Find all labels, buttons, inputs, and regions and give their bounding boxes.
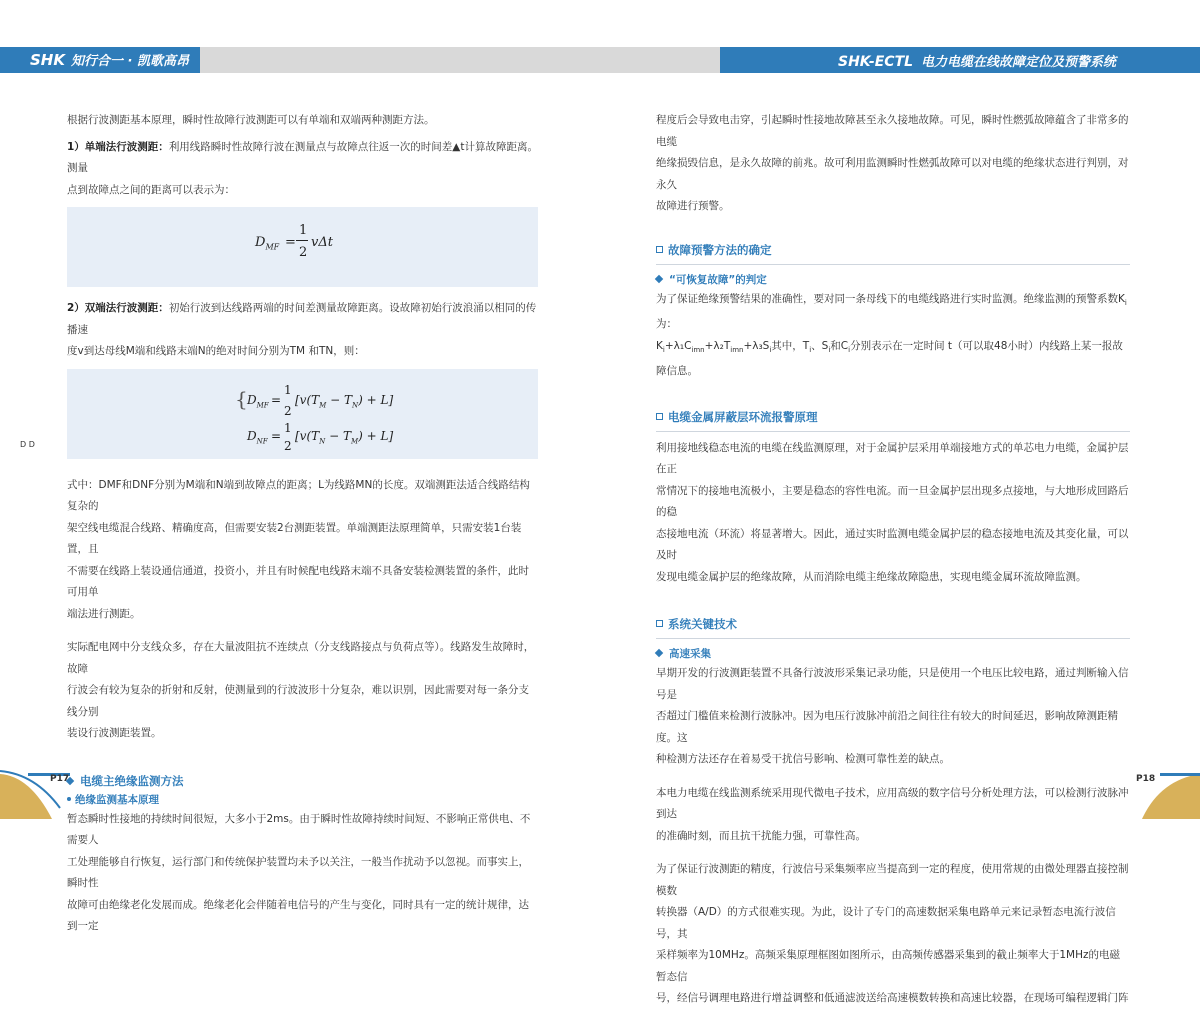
formula2-row1-den: 2 <box>284 403 292 418</box>
right-page-column <box>656 110 1130 1010</box>
left-page-column <box>67 110 538 938</box>
sheath-line-1: 利用接地线稳态电流的电缆在线监测原理，对于金属护层采用单端接地方式的单芯电力电缆，金属护层在正 <box>656 441 1129 476</box>
cont-line-3: 故障进行预警。 <box>656 200 730 212</box>
intro-paragraph: 根据行波测距基本原理，瞬时性故障行波测距可以有单端和双端两种测距方法。 <box>67 114 435 126</box>
sheath-line-2: 常情况下的接地电流极小，主要是稳态的容性电流。而一旦金属护层出现多点接地，与大地形成回路后的稳 <box>656 484 1129 519</box>
formula2-row2-eq: = <box>271 428 282 443</box>
double-end-text-2: 度v到达母线M端和线路末端N的绝对时间分别为TM 和TN，则： <box>67 345 365 357</box>
left-slogan: 知行合一 · 凯歌高昂 <box>70 54 189 69</box>
tech3-line-4: 号，经信号调理电路进行增益调整和低通滤波送给高速模数转换和高速比较器，在现场可编程逻辑门阵 <box>656 992 1129 1005</box>
section-divider <box>656 431 1130 432</box>
warning-para-line-1: 为了保证绝缘预警结果的准确性，要对同一条母线下的电缆线路进行实时监测。绝缘监测的预警系数$K_i$为： <box>656 292 1127 331</box>
formula-single-end <box>67 207 538 287</box>
formula2-row1-lhs: $D_{MF}$ <box>247 392 269 409</box>
bullet-dot-icon <box>67 797 71 801</box>
footer-right-line <box>1160 773 1200 776</box>
tech1-line-3: 种检测方法还存在着易受干扰信号影响、检测可靠性差的缺点。 <box>656 753 950 766</box>
single-end-text-2: 点到故障点之间的距离可以表示为： <box>67 183 235 196</box>
formula-double-end <box>67 369 538 459</box>
double-end-label: 2）双端法行波测距： <box>67 302 169 314</box>
insulation-subtitle: 绝缘监测基本原理 <box>67 791 538 809</box>
square-bullet-icon <box>656 620 663 627</box>
diamond-icon <box>655 649 663 657</box>
tech1-line-2: 否超过门槛值来检测行波脉冲。因为电压行波脉冲前沿之间往往有较大的时间延迟，影响故障测距精度。这 <box>656 710 1118 744</box>
formula2-row2-num: 1 <box>284 420 292 435</box>
tech2-line-2: 的准确时刻，而且抗干扰能力强，可靠性高。 <box>656 829 866 842</box>
formula2-row1-rhs: $[v(T_M - T_N) + L]$ <box>295 392 394 409</box>
tech1-line-1: 早期开发的行波测距装置不具备行波波形采集记录功能，只是使用一个电压比较电路，通过判断输入信号是 <box>656 667 1129 701</box>
formula1-den: 2 <box>299 245 308 260</box>
warning-method-title: 故障预警方法的确定 <box>656 240 1130 260</box>
recoverable-fault-subtitle: “可恢复故障”的判定 <box>656 271 1130 289</box>
formula2-row2-rhs: $[v(T_N - T_M) + L]$ <box>295 428 394 445</box>
diamond-icon <box>655 274 663 282</box>
insulation-line-1: 暂态瞬时性接地的持续时间很短，大多小于2ms。由于瞬时性故障持续时间短、不影响正常供电、不需要人 <box>67 812 531 846</box>
high-speed-subtitle: 高速采集 <box>656 645 1130 663</box>
section-divider <box>656 638 1130 639</box>
formula-note-line-3: 不需要在线路上装设通信通道，投资小，并且有时候配电线路末端不具备安装检测装置的条件，此时可用单 <box>67 564 529 598</box>
formula1-num: 1 <box>299 223 308 238</box>
sheath-line-4: 发现电缆金属护层的绝缘故障，从而消除电缆主绝缘故障隐患，实现电缆金属环流故障监测。 <box>656 570 1087 583</box>
formula2-brace: { <box>235 386 248 411</box>
formula2-row1-eq: = <box>271 392 282 407</box>
insulation-line-3: 故障可由绝缘老化发展而成。绝缘老化会伴随着电信号的产生与变化，同时具有一定的统计规律，达到一定 <box>67 898 529 932</box>
single-end-label: 1）单端法行波测距： <box>67 140 169 153</box>
square-bullet-icon <box>656 413 663 420</box>
page-number-left: P17 <box>50 774 70 784</box>
branch-line-3: 装设行波测距装置。 <box>67 727 162 739</box>
branch-line-1: 实际配电网中分支线众多，存在大量波阻抗不连续点（分支线路接点与负荷点等）。线路发生故障时，故障 <box>67 641 535 675</box>
header-left-brand <box>30 50 189 69</box>
section-divider <box>656 264 1130 265</box>
single-end-text-1: 利用线路瞬时性故障行波在测量点与故障点往返一次的时间差▲t计算故障距离。测量 <box>67 140 539 174</box>
formula-note-line-4: 端法进行测距。 <box>67 607 141 620</box>
tech2-line-1: 本电力电缆在线监测系统采用现代微电子技术，应用高级的数字信号分析处理方法，可以检测行波脉冲到达 <box>656 786 1129 821</box>
double-end-paragraph <box>67 298 538 341</box>
formula-note-line-2: 架空线电缆混合线路、精确度高，但需要安装2台测距装置。单端测距法原理简单，只需安装1台装置，且 <box>67 521 522 555</box>
double-end-text-1: 初始行波到达线路两端的时间差测量故障距离。设故障初始行波浪涌以相同的传播速 <box>67 302 537 336</box>
formula2-row2-lhs: $D_{NF}$ <box>247 428 268 445</box>
formula1-rhs: vΔt <box>311 235 333 250</box>
tech3-line-1: 为了保证行波测距的精度，行波信号采集频率应当提高到一定的程度，使用常规的由微处理器直接控制模数 <box>656 863 1129 897</box>
formula2-row2-den: 2 <box>284 438 292 453</box>
right-system-title: 电力电缆在线故障定位及预警系统 <box>921 55 1117 70</box>
formula2-row1-num: 1 <box>284 382 292 397</box>
insulation-section-title: 电缆主绝缘监测方法 <box>67 771 538 791</box>
formula1-eq: = <box>285 235 296 250</box>
cont-line-2: 绝缘损毁信息，是永久故障的前兆。故可利用监测瞬时性燃弧故障可以对电缆的绝缘状态进行判别，对永久 <box>656 157 1129 191</box>
formula1-lhs: $D_{MF}$ <box>255 235 280 252</box>
header-right-title <box>838 51 1116 70</box>
branch-line-2: 行波会有较为复杂的折射和反射，使测量到的行波波形十分复杂，难以识别，因此需要对每一条分支线分别 <box>67 684 529 718</box>
sheath-line-3: 态接地电流（环流）将显著增大。因此，通过实时监测电缆金属护层的稳态接地电流及其变化量，可以及时 <box>656 527 1129 562</box>
square-bullet-icon <box>656 246 663 253</box>
header-middle-bar <box>200 47 720 73</box>
left-brand-logo: SHK <box>30 51 65 69</box>
sheath-current-title: 电缆金属屏蔽层环流报警原理 <box>656 407 1130 427</box>
tech3-line-2: 转换器（A/D）的方式很难实现。为此，设计了专门的高速数据采集电路单元来记录暂态电流行波信号，其 <box>656 906 1116 940</box>
footer-right-curve <box>1120 770 1200 819</box>
tech3-line-3: 采样频率为10MHz。高频采集原理框图如图所示，由高频传感器采集到的截止频率大于1MHz的电磁暂态信 <box>656 949 1120 983</box>
warning-para-line-2: $K_i+\lambda_1C_{imn}+\lambda_2T_{imn}+\lambda_3S_i$其中，$T_i$、$S_i$和$C_i$分别表示在一定时间 t（可以取48小时）内线路上某一报故障信息。 <box>656 339 1123 378</box>
single-end-paragraph <box>67 137 538 180</box>
formula-note-line-1: 式中：DMF和DNF分别为M端和N端到故障点的距离；L为线路MN的长度。双端测距法适合线路结构复杂的 <box>67 478 530 512</box>
dd-mark: D D <box>20 440 35 449</box>
right-brand-logo: SHK-ECTL <box>838 54 914 70</box>
page-number-right: P18 <box>1136 774 1156 784</box>
formula1-frac-line <box>296 240 308 241</box>
insulation-line-2: 工处理能够自行恢复，运行部门和传统保护装置均未予以关注，一般当作扰动予以忽视。而事实上，瞬时性 <box>67 855 529 889</box>
key-tech-title: 系统关键技术 <box>656 614 1130 634</box>
cont-line-1: 程度后会导致电击穿，引起瞬时性接地故障甚至永久接地故障。可见，瞬时性燃弧故障蕴含了非常多的电缆 <box>656 114 1129 148</box>
